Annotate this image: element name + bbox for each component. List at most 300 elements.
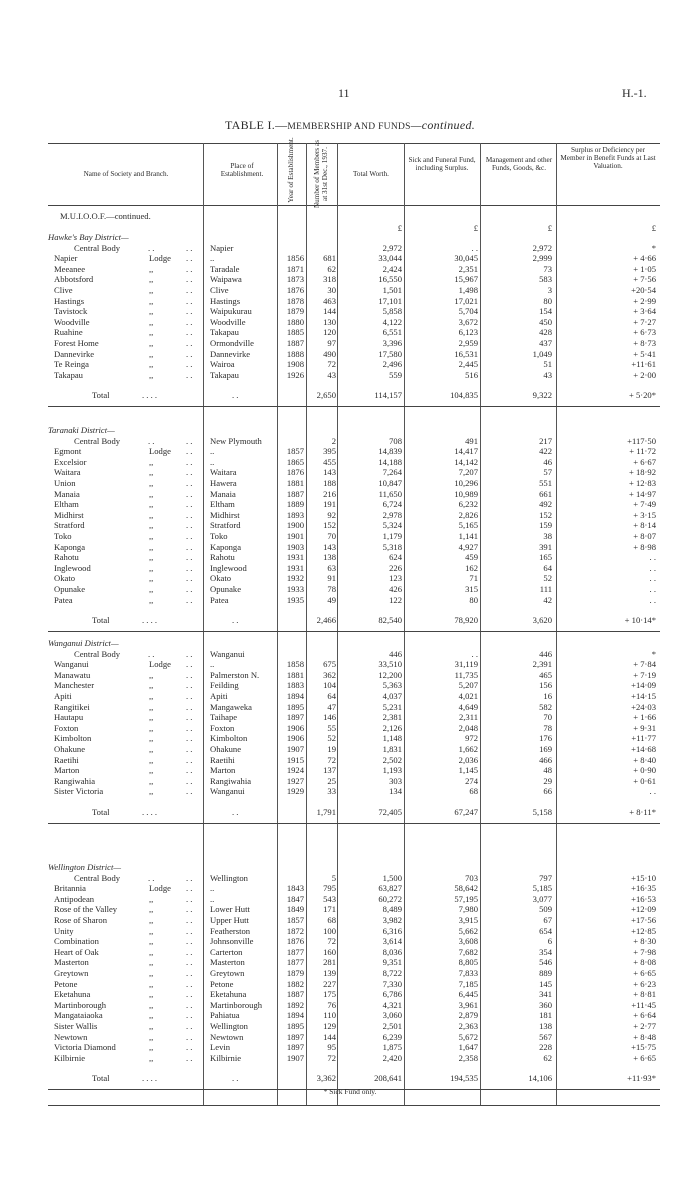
management-funds: 156 (539, 680, 552, 691)
page-number: 11 (338, 86, 350, 100)
place-name: Takapau (210, 369, 239, 380)
management-funds: 2,999 (532, 253, 552, 264)
branch-name: Toko (54, 531, 72, 541)
lodge-label: ,, (149, 946, 154, 957)
lodge-label: ,, (149, 936, 154, 947)
place-name: Wanganui (210, 648, 245, 659)
member-count: 19 (327, 744, 336, 754)
central-body-row (0, 873, 700, 883)
surplus-value: +17·56 (631, 915, 656, 925)
surplus-value: + 7·98 (633, 946, 656, 957)
leader-dots: . . (186, 285, 193, 295)
total-worth: 6,786 (382, 989, 402, 1000)
leader-dots: . . (186, 327, 193, 338)
total-worth: 7,330 (382, 978, 402, 989)
management-funds: 509 (539, 904, 552, 915)
table-row (0, 1032, 700, 1042)
central-body-row (0, 243, 700, 253)
surplus-value: +16·53 (631, 893, 656, 904)
lodge-label: ,, (149, 338, 154, 348)
total-worth: 10,847 (378, 478, 402, 488)
lodge-label: ,, (149, 552, 154, 563)
member-count: 47 (327, 701, 336, 712)
surplus-value: + 9·31 (633, 722, 656, 733)
place-name: Ohakune (210, 744, 242, 754)
place-name: Taradale (210, 263, 240, 274)
table-row (0, 285, 700, 295)
total-worth: 3,614 (382, 936, 402, 947)
surplus-value: +11·61 (631, 359, 656, 370)
total-worth: 4,122 (382, 316, 402, 327)
member-count: 72 (327, 1052, 336, 1063)
management-funds: 80 (543, 295, 552, 306)
surplus-value: +11·93* (627, 1073, 656, 1084)
total-worth: 3,060 (382, 1010, 402, 1021)
branch-name: Eketahuna (54, 989, 91, 1000)
table-row (0, 370, 700, 380)
section-rule (48, 823, 660, 824)
year-established: 1931 (286, 552, 304, 563)
sick-fund: 2,879 (458, 1010, 478, 1021)
leader-dots: . . (186, 541, 193, 552)
leader-dots: . . (186, 253, 193, 264)
management-funds: 2,972 (532, 242, 552, 253)
total-worth: 6,316 (382, 925, 402, 936)
total-worth: 17,580 (378, 348, 402, 359)
lodge-label: ,, (149, 999, 154, 1010)
table-title-main: TABLE I. (224, 118, 276, 132)
lodge-label: ,, (149, 348, 154, 359)
leader-dots: . . (186, 701, 193, 712)
sick-fund: 459 (465, 552, 478, 563)
year-established: 1924 (286, 765, 304, 776)
leader-dots: . . (186, 435, 193, 446)
total-worth: 559 (389, 369, 402, 380)
leader-dots: . . (186, 957, 193, 968)
management-funds: 38 (543, 531, 552, 541)
surplus-value: + 3·64 (633, 306, 656, 317)
management-funds: 582 (539, 701, 552, 712)
place-name: Wellington (210, 1021, 248, 1031)
member-count: 33 (327, 786, 336, 797)
place-name: Feilding (210, 680, 239, 691)
management-funds: 3 (547, 285, 552, 295)
sick-fund: 703 (465, 872, 478, 883)
total-worth: 426 (389, 584, 402, 594)
member-count: 227 (323, 978, 336, 989)
place-name: Johnsonville (210, 936, 254, 947)
place-name: Petone (210, 978, 234, 989)
year-established: 1901 (286, 531, 304, 541)
leader-dots: . . (186, 562, 193, 573)
branch-name: Antipodean (54, 893, 95, 904)
district-name: Taranaki District— (48, 425, 115, 435)
table-row (0, 936, 700, 946)
surplus-value: +20·54 (631, 285, 656, 295)
total-worth: 208,641 (374, 1073, 402, 1084)
table-title (0, 118, 700, 133)
sick-fund: 6,445 (458, 989, 478, 1000)
table-row (0, 349, 700, 359)
surplus-value: + 7·19 (633, 669, 656, 680)
leader-dots: . . (232, 1073, 239, 1084)
lodge-label: ,, (149, 594, 154, 605)
leader-dots: . . (186, 775, 193, 786)
leader-dots: . . (186, 478, 193, 488)
place-name: Clive (210, 285, 229, 295)
total-worth: 8,489 (382, 904, 402, 915)
place-name: Levin (210, 1042, 231, 1053)
lodge-label: ,, (149, 722, 154, 733)
sick-fund: 3,915 (458, 915, 478, 925)
year-established: 1931 (286, 562, 304, 573)
leader-dots: . . (186, 989, 193, 1000)
place-name: Upper Hutt (210, 915, 249, 925)
management-funds: 52 (543, 573, 552, 584)
surplus-value: + 5·20* (628, 390, 656, 401)
place-name: Woodville (210, 316, 246, 327)
surplus-value: + 6·64 (633, 1010, 656, 1021)
table-title-tail: —continued. (410, 118, 476, 132)
branch-name: Rose of Sharon (54, 915, 107, 925)
member-count: 191 (323, 499, 336, 510)
leader-dots: . . (186, 978, 193, 989)
leader-dots: . . (186, 242, 193, 253)
total-worth: 134 (389, 786, 402, 797)
sick-fund: 15,967 (454, 274, 478, 285)
leader-dots: . . . . (142, 615, 158, 626)
branch-name: Mangataiaoka (54, 1010, 103, 1021)
year-established: 1887 (286, 338, 304, 348)
year-established: 1876 (286, 467, 304, 478)
total-worth: 114,157 (374, 390, 402, 401)
sick-fund: 57,195 (454, 893, 478, 904)
sick-fund: 1,498 (458, 285, 478, 295)
total-worth: 5,858 (382, 306, 402, 317)
total-worth: 3,982 (382, 915, 402, 925)
management-funds: 64 (543, 562, 552, 573)
table-row (0, 680, 700, 690)
total-worth: 708 (389, 435, 402, 446)
member-count: 78 (327, 584, 336, 594)
leader-dots: . . (186, 338, 193, 348)
total-worth: 16,550 (378, 274, 402, 285)
surplus-value: + 8·48 (633, 1031, 656, 1042)
branch-name: Forest Home (54, 338, 99, 348)
sick-fund: . . (471, 242, 478, 253)
place-name: Wanganui (210, 786, 245, 797)
year-established: 1893 (286, 509, 304, 520)
lodge-label: ,, (149, 786, 154, 797)
lodge-label: ,, (149, 701, 154, 712)
surplus-value: +16·35 (631, 883, 656, 894)
total-worth: 82,540 (378, 615, 402, 626)
header-members: Number of Members as at 31st Dec., 1937. (313, 139, 329, 209)
year-established: 1880 (286, 316, 304, 327)
leader-dots: . . (186, 274, 193, 285)
place-name: Foxton (210, 722, 235, 733)
management-funds: 354 (539, 946, 552, 957)
currency-symbol: £ (547, 223, 552, 233)
branch-name: Marton (54, 765, 80, 776)
surplus-value: + 1·66 (633, 712, 656, 723)
leader-dots: . . (186, 520, 193, 531)
surplus-value: +14·68 (631, 744, 656, 754)
district-heading (0, 862, 700, 872)
year-established: 1885 (286, 327, 304, 338)
year-established: 1895 (286, 1021, 304, 1031)
place-name: Mangaweka (210, 701, 252, 712)
surplus-value: + 8·40 (633, 754, 656, 765)
table-row (0, 253, 700, 263)
member-count: 137 (323, 765, 336, 776)
lodge-label: ,, (149, 541, 154, 552)
management-funds: 29 (543, 775, 552, 786)
surplus-value: . . (649, 552, 656, 563)
leader-dots: . . . . (142, 1073, 158, 1084)
place-name: Rangiwahia (210, 775, 252, 786)
lodge-label: ,, (149, 968, 154, 978)
total-label: Total (92, 1073, 110, 1084)
lodge-label: ,, (149, 1031, 154, 1042)
leader-dots: . . (186, 915, 193, 925)
surplus-value: + 6·23 (633, 978, 656, 989)
branch-name: Patea (54, 594, 73, 605)
management-funds: 360 (539, 999, 552, 1010)
leader-dots: . . (186, 648, 193, 659)
lodge-label: ,, (149, 295, 154, 306)
place-name: Marton (210, 765, 236, 776)
lodge-label: ,, (149, 744, 154, 754)
place-name: Carterton (210, 946, 243, 957)
year-established: 1872 (286, 925, 304, 936)
lodge-label: ,, (149, 680, 154, 691)
surplus-value: + 8·11* (629, 807, 656, 817)
leader-dots: . . (186, 659, 193, 670)
management-funds: 661 (539, 488, 552, 499)
header-bottom-rule (48, 205, 660, 206)
table-row (0, 894, 700, 904)
place-name: Hastings (210, 295, 241, 306)
surplus-value: * (651, 242, 656, 253)
management-funds: 176 (539, 733, 552, 744)
order-heading (0, 211, 700, 221)
leader-dots: . . (186, 552, 193, 563)
leader-dots: . . (148, 872, 155, 883)
table-row (0, 542, 700, 552)
year-established: 1907 (286, 744, 304, 754)
management-funds: 5,185 (532, 883, 552, 894)
branch-name: Ohakune (54, 744, 86, 754)
table-row (0, 744, 700, 754)
management-funds: 14,106 (528, 1073, 552, 1084)
place-name: Taihape (210, 712, 238, 723)
place-name: Kilbirnie (210, 1052, 242, 1063)
table-bottom-rule (48, 1105, 660, 1106)
table-row (0, 1053, 700, 1063)
sick-fund: 7,980 (458, 904, 478, 915)
district-heading (0, 638, 700, 648)
table-row (0, 531, 700, 541)
member-count: 129 (323, 1021, 336, 1031)
lodge-label: Lodge (149, 883, 171, 894)
management-funds: 46 (543, 456, 552, 467)
leader-dots: . . (186, 467, 193, 478)
member-count: 175 (323, 989, 336, 1000)
lodge-label: ,, (149, 1042, 154, 1053)
branch-name: Rahotu (54, 552, 79, 563)
table-row (0, 957, 700, 967)
leader-dots: . . (186, 946, 193, 957)
member-count: 55 (327, 722, 336, 733)
total-worth: 8,722 (382, 968, 402, 978)
table-row (0, 691, 700, 701)
year-established: 1932 (286, 573, 304, 584)
member-count: 92 (327, 509, 336, 520)
sick-fund: 7,207 (458, 467, 478, 478)
lodge-label: ,, (149, 562, 154, 573)
total-worth: 7,264 (382, 467, 402, 478)
leader-dots: . . (186, 712, 193, 723)
member-count: 675 (323, 659, 336, 670)
management-funds: 154 (539, 306, 552, 317)
year-established: 1889 (286, 499, 304, 510)
surplus-value: + 2·00 (633, 369, 656, 380)
surplus-value: + 8·07 (633, 531, 656, 541)
management-funds: 70 (543, 712, 552, 723)
sick-fund: 5,207 (458, 680, 478, 691)
district-heading (0, 232, 700, 242)
management-funds: 583 (539, 274, 552, 285)
member-count: 72 (327, 754, 336, 765)
total-worth: 17,101 (378, 295, 402, 306)
header-place: Place of Establishment. (220, 162, 264, 178)
sick-fund: 3,961 (458, 999, 478, 1010)
branch-name: Central Body (74, 435, 121, 446)
sick-fund: 4,649 (458, 701, 478, 712)
year-established: 1935 (286, 594, 304, 605)
leader-dots: . . (186, 584, 193, 594)
member-count: 5 (331, 872, 336, 883)
place-name: Midhirst (210, 509, 240, 520)
total-worth: 2,496 (382, 359, 402, 370)
place-name: Masterton (210, 957, 245, 968)
leader-dots: . . (186, 754, 193, 765)
year-established: 1892 (286, 999, 304, 1010)
leader-dots: . . (186, 1021, 193, 1031)
branch-name: Rangiwahia (54, 775, 96, 786)
sick-fund: . . (471, 648, 478, 659)
leader-dots: . . (186, 369, 193, 380)
sick-fund: 7,682 (458, 946, 478, 957)
year-established: 1879 (286, 968, 304, 978)
place-name: .. (210, 446, 215, 457)
branch-name: Britannia (54, 883, 86, 894)
total-row (0, 615, 700, 625)
lodge-label: ,, (149, 765, 154, 776)
member-count: 49 (327, 594, 336, 605)
surplus-value: * (651, 648, 656, 659)
sick-fund: 58,642 (454, 883, 478, 894)
surplus-value: + 6·73 (633, 327, 656, 338)
branch-name: Inglewood (54, 562, 91, 573)
total-worth: 624 (389, 552, 402, 563)
year-established: 1897 (286, 712, 304, 723)
total-worth: 2,972 (382, 242, 402, 253)
total-worth: 1,501 (382, 285, 402, 295)
year-established: 1857 (286, 446, 304, 457)
table-row (0, 883, 700, 893)
place-name: Opunake (210, 584, 242, 594)
surplus-value: + 14·97 (628, 488, 656, 499)
sick-fund: 78,920 (454, 615, 478, 626)
branch-name: Wanganui (54, 659, 89, 670)
surplus-value: . . (649, 573, 656, 584)
sick-fund: 104,835 (450, 390, 478, 401)
branch-name: Stratford (54, 520, 85, 531)
sick-fund: 5,662 (458, 925, 478, 936)
total-worth: 33,510 (378, 659, 402, 670)
total-worth: 2,978 (382, 509, 402, 520)
table-row (0, 510, 700, 520)
table-title-caption: MEMBERSHIP AND FUNDS (287, 122, 411, 132)
branch-name: Masterton (54, 957, 89, 968)
branch-name: Kaponga (54, 541, 86, 552)
place-name: Apiti (210, 691, 228, 701)
year-established: 1877 (286, 957, 304, 968)
place-name: Eltham (210, 499, 235, 510)
member-count: 1,791 (316, 807, 336, 817)
table-row (0, 915, 700, 925)
branch-name: Eltham (54, 499, 79, 510)
place-name: Pahiatua (210, 1010, 240, 1021)
header-sick-fund: Sick and Funeral Fund, including Surplus. (408, 156, 476, 172)
member-count: 171 (323, 904, 336, 915)
lodge-label: ,, (149, 712, 154, 723)
sick-fund: 3,672 (458, 316, 478, 327)
sick-fund: 2,358 (458, 1052, 478, 1063)
table-row (0, 1010, 700, 1020)
management-funds: 62 (543, 1052, 552, 1063)
sick-fund: 972 (465, 733, 478, 744)
year-established: 1887 (286, 989, 304, 1000)
sick-fund: 2,445 (458, 359, 478, 370)
table-row (0, 926, 700, 936)
place-name: .. (210, 456, 215, 467)
branch-name: Waitara (54, 467, 81, 478)
total-worth: 2,126 (382, 722, 402, 733)
member-count: 144 (323, 306, 336, 317)
leader-dots: . . . . (142, 807, 158, 817)
total-worth: 1,831 (382, 744, 402, 754)
district-name: Hawke's Bay District— (48, 232, 129, 242)
place-name: Patea (210, 594, 229, 605)
sick-fund: 10,296 (454, 478, 478, 488)
management-funds: 466 (539, 754, 552, 765)
lodge-label: ,, (149, 1021, 154, 1031)
central-body-row (0, 436, 700, 446)
member-count: 97 (327, 338, 336, 348)
leader-dots: . . (186, 1010, 193, 1021)
year-established: 1887 (286, 488, 304, 499)
total-worth: 446 (389, 648, 402, 659)
surplus-value: . . (649, 594, 656, 605)
branch-name: Takapau (54, 369, 83, 380)
management-funds: 217 (539, 435, 552, 446)
year-established: 1873 (286, 274, 304, 285)
branch-name: Rangitikei (54, 701, 90, 712)
total-worth: 9,351 (382, 957, 402, 968)
